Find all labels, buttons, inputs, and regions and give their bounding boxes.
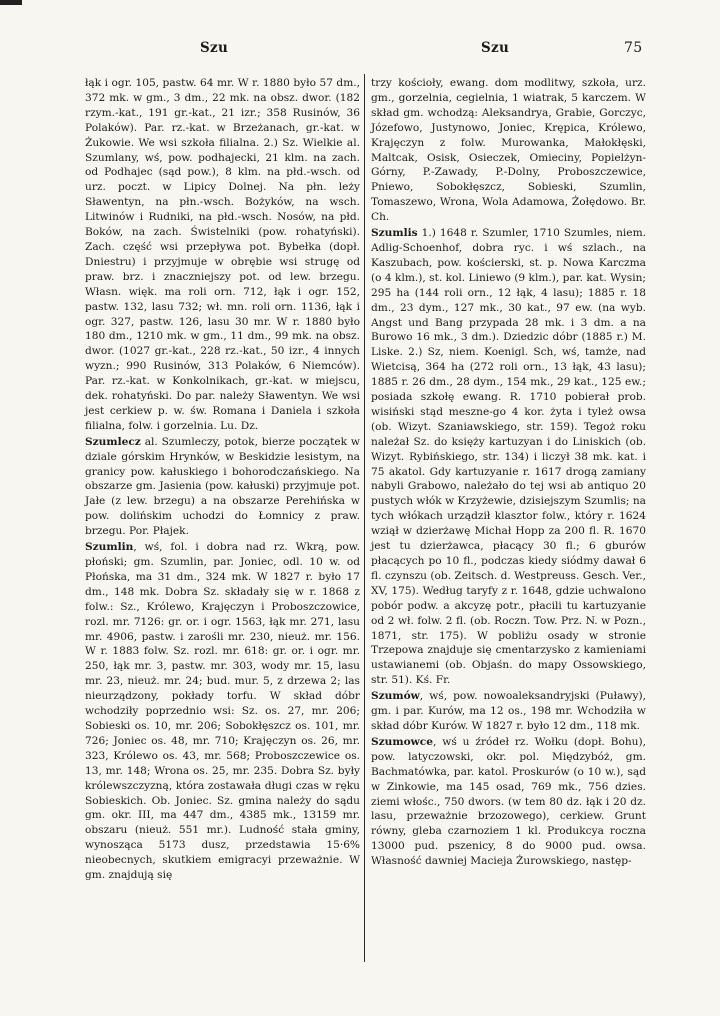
- page-number: 75: [624, 40, 643, 56]
- left-column: [85, 76, 360, 883]
- entry-headword: Szumlecz: [85, 435, 141, 448]
- running-head-right: Szu: [481, 40, 510, 56]
- entry-headword: Szumów: [371, 690, 420, 703]
- entry-szumlecz: [85, 435, 360, 539]
- entry-continuation: [85, 76, 360, 434]
- entry-text: , wś, fol. i dobra nad rz. Wkrą, pow. płoński; gm. Szumlin, par. Joniec, odl. 10 w. od Płońska, ma 31 dm., 324 mk. W 1827 r. było 17 dm., 148 mk. Dobra Sz. składały się w r. 1868 z folw.: Sz., Królewo, Krajęczyn i Proboszczowice, rozl. mr. 7126: gr. or. i ogr. 1563, łąk mr. 271, lasu mr. 4906, pastw. i zarośli mr. 230, nieuż. mr. 156. W r. 1883 folw. Sz. rozl. mr. 618: gr. or. i ogr. mr. 250, łąk mr. 3, pastw. mr. 303, wody mr. 15, lasu mr. 23, nieuż. mr. 24; bud. mur. 5, z drzewa 2; las nieurządzony, pokłady torfu. W skład dóbr wchodziły poprzednio wsi: Sz. os. 27, mr. 206; Sobieski os. 10, mr. 206; Sobokłęszcz os. 101, mr. 726; Joniec os. 48, mr. 710; Krajęczyn os. 26, mr. 323, Królewo os. 43, mr. 568; Proboszczewice os. 13, mr. 148; Wrona os. 25, mr. 235. Dobra Sz. były królewszczyzną, która zostawała długi czas w ręku Sobieskich. Ob. Joniec. Sz. gmina należy do sądu gm. okr. III, ma 447 dm., 4385 mk., 13159 mr. obszaru (nieuż. 551 mr.). Ludność stała gminy, wynosząca 5173 dusz, przedstawia 15·6% nieobecnych, skutkiem emigracyi przeważnie. W gm. znajdują się: [85, 541, 360, 882]
- entry-text: trzy kościoły, ewang. dom modlitwy, szkoła, urz. gm., gorzelnia, cegielnia, 1 wiatrak, 5 karczem. W skład gm. wchodzą: Aleksandrya, Grabie, Gorczyc, Józefowo, Justynowo, Joniec, Krępica, Królewo, Krajęczyn z folw. Murowanka, Małokłęski, Maltcak, Osisk, Osieczek, Omieciny, Popielżyn-Górny, P.-Zawady, P.-Dolny, Proboszczewice, Pniewo, Sobokłęszcz, Sobieski, Szumlin, Tomaszewo, Wrona, Wola Adamowa, Żołędowo. Br. Ch.: [371, 77, 646, 224]
- entry-text: 1.) 1648 r. Szumler, 1710 Szumles, niem. Adlig-Schoenhof, dobra ryc. i wś szlach., na Kaszubach, pow. kościerski, st. p. Nowa Karczma (o 4 klm.), st. kol. Liniewo (9 klm.), par. kat. Wysin; 295 ha (144 roli orn., 12 łąk, 4 lasu); 1885 r. 18 dm., 23 dym., 127 mk., 30 kat., 97 ew. (na wyb. Angst und Bang przypada 28 mk. i 3 dm. a na Burowo 16 mk., 3 dm.). Dziedzic dóbr (1885 r.) M. Liske. 2.) Sz, niem. Koenigl. Sch, wś, tamże, nad Wietcisą, 364 ha (272 roli orn., 13 łąk, 43 lasu); 1885 r. 26 dm., 28 dym., 154 mk., 29 kat., 125 ew.; posiada szkołę ewang. R. 1710 pobierał prob. wisiński stąd meszne-go 4 kor. żyta i tyleż owsa (ob. Wizyt. Szaniawskiego, str. 159). Tegoż roku należał Sz. do księży kartuzyan i do Liniskich (ob. Wizyt. Rybińskiego, str. 134) i liczył 38 mk. kat. i 75 akatol. Gdy kartuzyanie r. 1617 drogą zamiany nabyli Grabowo, należało do tej wsi ab antiquo 20 pustych włók w Krzyżewie, dzisiejszym Szumlis; na tych włókach urządził klasztor folw., który r. 1624 wziął w dzierżawę Michał Hopp za 200 fl. R. 1670 jest tu dzierżawca, płacący 30 fl.; 6 gburów płacących po 10 fl., podczas kiedy siódmy dawał 6 fl. czynszu (ob. Zeitsch. d. Westpreuss. Gesch. Ver., XV, 175). Według taryfy z r. 1648, gdzie uchwalono pobór podw. a akcyzę potr., płacili tu kartuzyanie od 2 wł. folw. 2 fl. (ob. Roczn. Tow. Prz. N. w Pozn., 1871, str. 175). W pobliżu osady w stronie Trzepowa znajduje się cmentarzysko z kamieniami ustawianemi (ob. Objaśn. do mapy Ossowskiego, str. 51). Kś. Fr.: [371, 227, 646, 687]
- entry-continuation: [371, 76, 646, 225]
- entry-szumlis: [371, 226, 646, 688]
- entry-text: łąk i ogr. 105, pastw. 64 mr. W r. 1880 było 57 dm., 372 mk. w gm., 3 dm., 22 mk. na obsz. dwor. (182 rzym.-kat., 191 gr.-kat., 21 izr.; 358 Rusinów, 36 Polaków). Par. rz.-kat. w Brzeżanach, gr.-kat. w Żukowie. We wsi szkoła filialna. 2.) Sz. Wielkie al. Szumlany, wś, pow. podhajecki, 21 klm. na zach. od Podhajec (sąd pow.), 8 klm. na płd.-wsch. od urz. poczt. w Lipicy Dolnej. Na płn. leży Sławentyn, na płn.-wsch. Bożyków, na wsch. Litwinów i Rudniki, na płd.-wsch. Nosów, na płd. Boków, na zach. Świstelniki (pow. rohatyński). Zach. część wsi przepływa pot. Bybełka (dopł. Dniestru) i przyjmuje w obrębie wsi strugę od praw. brz. i znaczniejszy pot. od lew. brzegu. Własn. więk. ma roli orn. 712, łąk i ogr. 152, pastw. 132, lasu 732; wł. mn. roli orn. 1136, łąk i ogr. 327, pastw. 126, lasu 30 mr. W r. 1880 było 180 dm., 1210 mk. w gm., 11 dm., 99 mk. na obsz. dwor. (1027 gr.-kat., 228 rz.-kat., 50 izr., 4 innych wyzn.; 990 Rusinów, 313 Polaków, 6 Niemców). Par. rz.-kat. w Konkolnikach, gr.-kat. w miejscu, dek. rohatyński. Do par. należy Sławentyn. We wsi jest cerkiew p. w. św. Romana i Daniela i szkoła filialna, folw. i gorzelnia. Lu. Dz.: [85, 77, 360, 432]
- entry-text: al. Szumleczy, potok, bierze początek w dziale górskim Hrynków, w Beskidzie lesistym, na granicy pow. kałuskiego i bohorodczańskiego. Na obszarze gm. Jasienia (pow. kałuski) przyjmuje pot. Jałe (z lew. brzegu) a na obszarze Perehińska w pow. dolińskim uchodzi do Łomnicy z praw. brzegu. Por. Płajek.: [85, 435, 360, 538]
- entry-szumow: [371, 689, 646, 734]
- entry-headword: Szumlin: [85, 541, 134, 554]
- entry-headword: Szumowce: [371, 735, 433, 748]
- running-head-left: Szu: [200, 40, 229, 56]
- scan-corner-mark: [0, 0, 22, 5]
- entry-text: , wś, pow. nowoaleksandryjski (Puławy), gm. i par. Kurów, ma 12 os., 198 mr. Wchodziła w skład dóbr Kurów. W 1827 r. było 12 dm., 118 mk.: [371, 690, 646, 732]
- entry-headword: Szumlis: [371, 227, 418, 240]
- column-divider: [364, 74, 365, 962]
- entry-text: , wś u źródeł rz. Wołku (dopł. Bohu), pow. latyczowski, okr. pol. Międzybóż, gm. Bachmatówka, par. katol. Proskurów (o 10 w.), sąd w Zinkowie, ma 145 osad, 769 mk., 756 dzies. ziemi włośc., 750 dwors. (w tem 80 dz. łąk i 20 dz. lasu, przeważnie brzozowego), cerkiew. Grunt równy, gleba czarnoziem 1 kl. Produkcya roczna 13000 pud. pszenicy, 8 do 9000 pud. owsa. Własność dawniej Macieja Żurowskiego, następ-: [371, 735, 646, 868]
- entry-szumlin: [85, 540, 360, 883]
- right-column: [371, 76, 646, 869]
- entry-szumowce: [371, 735, 646, 869]
